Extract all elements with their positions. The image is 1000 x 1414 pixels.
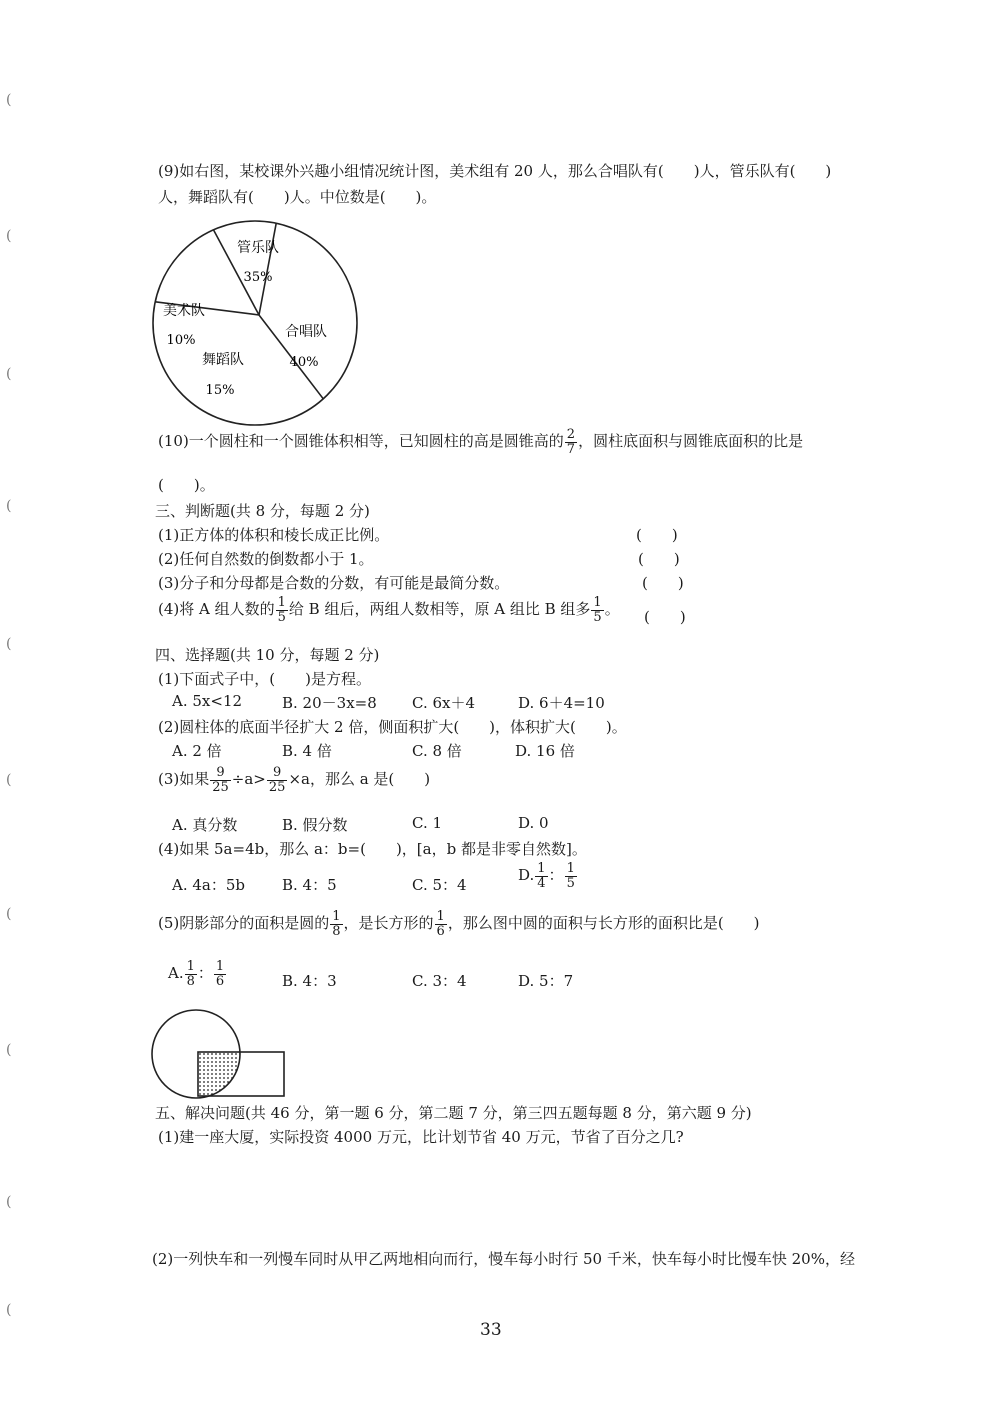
- choice-q2-option-d: D. 16 倍: [515, 742, 575, 760]
- pie-value-1: 40%: [289, 355, 319, 370]
- section3-heading: 三、判断题(共 8 分，每题 2 分): [155, 502, 370, 520]
- binding-mark: (: [6, 366, 12, 382]
- fraction-numerator: 1: [186, 959, 195, 974]
- fraction-denominator: 5: [566, 875, 575, 891]
- choice-q2: (2)圆柱体的底面半径扩大 2 倍，侧面积扩大( )，体积扩大( )。: [158, 718, 627, 736]
- choice-q3-fraction-1: [210, 766, 231, 794]
- option-letter: D.: [518, 866, 535, 885]
- choice-q3-mid: ÷a>: [231, 770, 266, 789]
- binding-mark: (: [6, 498, 12, 514]
- pie-value-2: 15%: [205, 383, 235, 398]
- pie-value-3: 10%: [166, 333, 196, 348]
- choice-q1-option-d: D. 6＋4=10: [518, 694, 605, 712]
- problem-q1: (1)建一座大厦，实际投资 4000 万元，比计划节省 40 万元，节省了百分之几?: [158, 1128, 684, 1146]
- section4-heading: 四、选择题(共 10 分，每题 2 分): [155, 646, 380, 664]
- binding-mark: (: [6, 1194, 12, 1210]
- binding-mark: (: [6, 636, 12, 652]
- choice-q4-option-c: C. 5：4: [412, 876, 467, 894]
- judge-q4-fraction-2: [591, 596, 603, 624]
- q10-text-post: ，圆柱底面积与圆锥底面积的比是: [578, 432, 804, 451]
- choice-q5-mid: ，是长方形的: [343, 914, 434, 933]
- fraction-denominator: 5: [593, 609, 602, 625]
- ratio-separator: ：: [548, 866, 564, 885]
- q10-line2: ( )。: [158, 476, 215, 494]
- pie-value-0: 35%: [243, 270, 273, 285]
- binding-mark: (: [6, 772, 12, 788]
- choice-q3-fraction-2: [267, 766, 288, 794]
- choice-q5-option-a: [168, 960, 227, 988]
- choice-q5-pre: (5)阴影部分的面积是圆的: [158, 914, 330, 933]
- fraction-denominator: 25: [212, 779, 229, 795]
- fraction-denominator: 8: [332, 923, 341, 939]
- choice-q1-option-b: B. 20－3x=8: [282, 694, 377, 712]
- judge-q4-answer: ( ): [644, 608, 686, 626]
- choice-q3-option-a: A. 真分数: [172, 816, 238, 834]
- choice-q4-option-a: A. 4a：5b: [172, 876, 246, 894]
- judge-q4-fraction-1: [276, 596, 288, 624]
- circle-rectangle-diagram: [150, 1008, 290, 1100]
- binding-mark: (: [6, 1302, 12, 1318]
- choice-q3-option-d: D. 0: [518, 814, 549, 832]
- problem-q2: (2)一列快车和一列慢车同时从甲乙两地相向而行，慢车每小时行 50 千米，快车每小时比慢车快 20%，经: [152, 1250, 855, 1268]
- choice-q5-fraction-2: [435, 910, 447, 938]
- choice-q1: (1)下面式子中，( )是方程。: [158, 670, 371, 688]
- fraction-numerator: 1: [537, 861, 546, 876]
- fraction-numerator: 9: [267, 766, 288, 781]
- fraction-denominator: 8: [186, 973, 195, 989]
- binding-mark: (: [6, 92, 12, 108]
- option-d-fraction-1: [535, 862, 547, 890]
- pie-label-0: 管乐队: [237, 240, 279, 256]
- choice-q1-option-a: A. 5x<12: [172, 692, 243, 710]
- judge-q4-mid: 给 B 组后，两组人数相等，原 A 组比 B 组多: [288, 600, 591, 619]
- fraction-numerator: 9: [210, 766, 231, 781]
- choice-q2-option-b: B. 4 倍: [282, 742, 332, 760]
- choice-q5-fraction-1: [330, 910, 342, 938]
- judge-q1: (1)正方体的体积和棱长成正比例。: [158, 526, 390, 544]
- shaded-overlap: [198, 1052, 284, 1096]
- q10-fraction: [565, 428, 577, 456]
- judge-q2: (2)任何自然数的倒数都小于 1。: [158, 550, 374, 568]
- judge-q1-answer: ( ): [636, 526, 678, 544]
- fraction-numerator: 1: [566, 861, 575, 876]
- fraction-numerator: 1: [436, 909, 445, 924]
- q9-line2: 人，舞蹈队有( )人。中位数是( )。: [158, 188, 437, 206]
- choice-q4: (4)如果 5a=4b，那么 a：b=( )，[a，b 都是非零自然数]。: [158, 840, 587, 858]
- fraction-numerator: 1: [215, 959, 225, 974]
- choice-q4-option-d: [518, 862, 578, 890]
- choice-q5: [158, 910, 760, 938]
- option-a-fraction-1: [185, 960, 197, 988]
- choice-q5-option-d: D. 5：7: [518, 972, 574, 990]
- pie-label-3: 美术队: [163, 303, 205, 319]
- fraction-denominator: 6: [215, 973, 225, 989]
- judge-q4-pre: (4)将 A 组人数的: [158, 600, 275, 619]
- choice-q4-option-b: B. 4：5: [282, 876, 337, 894]
- q10-line1: [158, 428, 803, 456]
- choice-q3-pre: (3)如果: [158, 770, 210, 789]
- ratio-separator: ：: [197, 964, 213, 983]
- pie-label-2: 舞蹈队: [202, 352, 244, 368]
- judge-q4-post: 。: [604, 600, 620, 619]
- fraction-numerator: 1: [593, 595, 602, 610]
- choice-q3-post: ×a，那么 a 是( ): [288, 770, 431, 789]
- binding-mark: (: [6, 228, 12, 244]
- page-number: 33: [480, 1320, 502, 1340]
- choice-q3: [158, 766, 430, 794]
- section5-heading: 五、解决问题(共 46 分，第一题 6 分，第二题 7 分，第三四五题每题 8 分，第六题 9 分): [155, 1104, 752, 1122]
- fraction-numerator: 1: [277, 595, 286, 610]
- fraction-denominator: 25: [268, 779, 286, 795]
- judge-q4: [158, 596, 620, 624]
- fraction-denominator: 7: [566, 441, 576, 457]
- option-d-fraction-2: [565, 862, 577, 890]
- fraction-numerator: 2: [566, 427, 576, 442]
- choice-q3-option-c: C. 1: [412, 814, 443, 832]
- judge-q3-answer: ( ): [642, 574, 684, 592]
- binding-mark: (: [6, 906, 12, 922]
- choice-q5-option-b: B. 4：3: [282, 972, 337, 990]
- judge-q3: (3)分子和分母都是合数的分数，有可能是最简分数。: [158, 574, 510, 592]
- judge-q2-answer: ( ): [638, 550, 680, 568]
- choice-q2-option-a: A. 2 倍: [172, 742, 222, 760]
- option-a-fraction-2: [214, 960, 226, 988]
- pie-chart: [150, 218, 360, 428]
- q10-text-pre: (10)一个圆柱和一个圆锥体积相等，已知圆柱的高是圆锥高的: [158, 432, 564, 451]
- option-letter: A.: [168, 964, 184, 983]
- choice-q3-option-b: B. 假分数: [282, 816, 348, 834]
- fraction-denominator: 5: [277, 609, 286, 625]
- q9-line1: (9)如右图，某校课外兴趣小组情况统计图，美术组有 20 人，那么合唱队有( )人，管乐队有( ): [158, 162, 832, 180]
- fraction-denominator: 4: [537, 875, 546, 891]
- fraction-denominator: 6: [436, 923, 445, 939]
- pie-label-1: 合唱队: [285, 324, 327, 340]
- choice-q1-option-c: C. 6x＋4: [412, 694, 476, 712]
- choice-q2-option-c: C. 8 倍: [412, 742, 462, 760]
- fraction-numerator: 1: [332, 909, 341, 924]
- choice-q5-post: ，那么图中圆的面积与长方形的面积比是( ): [447, 914, 760, 933]
- binding-mark: (: [6, 1042, 12, 1058]
- choice-q5-option-c: C. 3：4: [412, 972, 467, 990]
